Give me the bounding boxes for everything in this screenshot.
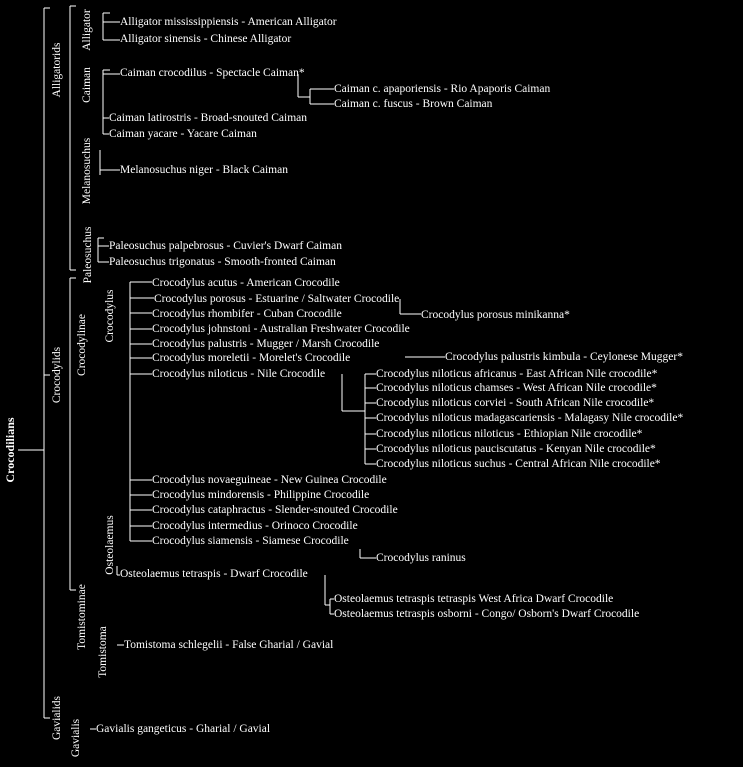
species-label: Crocodylus palustris kimbula - Ceylonese Mugger*: [445, 351, 683, 363]
species-label: Alligator mississippiensis - American Alligator: [120, 16, 337, 28]
species-label: Osteolaemus tetraspis osborni - Congo/ Osborn's Dwarf Crocodile: [334, 608, 640, 620]
species-label: Caiman c. fuscus - Brown Caiman: [334, 98, 493, 110]
species-label: Crocodylus palustris - Mugger / Marsh Crocodile: [152, 338, 380, 350]
species-label: Osteolaemus tetraspis - Dwarf Crocodile: [120, 568, 308, 580]
species-label: Crocodylus niloticus corviei - South African Nile crocodile*: [376, 397, 655, 409]
species-label: Crocodylus novaeguineae - New Guinea Crocodile: [152, 474, 387, 486]
species-label: Crocodylus rhombifer - Cuban Crocodile: [152, 308, 342, 320]
species-label: Crocodylus niloticus pauciscutatus - Kenyan Nile crocodile*: [376, 443, 656, 455]
species-label: Crocodylus mindorensis - Philippine Crocodile: [152, 489, 370, 501]
species-label: Crocodylus niloticus madagascariensis - Malagasy Nile crocodile*: [376, 412, 684, 424]
species-label: Crocodylus niloticus - Nile Crocodile: [152, 368, 326, 380]
species-label: Melanosuchus niger - Black Caiman: [120, 164, 288, 176]
species-label: Crocodylus siamensis - Siamese Crocodile: [152, 535, 349, 547]
species-label: Crocodylus niloticus africanus - East African Nile crocodile*: [376, 368, 658, 380]
species-label: Crocodylus niloticus suchus - Central African Nile crocodile*: [376, 458, 661, 470]
species-label: Crocodylus cataphractus - Slender-snouted Crocodile: [152, 504, 398, 516]
species-label: Paleosuchus palpebrosus - Cuvier's Dwarf Caiman: [109, 240, 342, 252]
species-label: Crocodylus moreletii - Morelet's Crocodile: [152, 352, 351, 364]
clade-tomistoma: Tomistoma: [97, 626, 109, 678]
clade-gavialids: Gavialids: [51, 695, 63, 741]
species-label: Caiman yacare - Yacare Caiman: [109, 128, 257, 140]
clade-caiman: Caiman: [81, 67, 93, 103]
clade-crocodylids: Crocodylids: [51, 346, 63, 404]
species-label: Osteolaemus tetraspis tetraspis West Africa Dwarf Crocodile: [334, 593, 614, 605]
clade-alligator: Alligator: [81, 9, 93, 51]
clade-crocodylus: Crocodylus: [104, 289, 116, 343]
species-label: Crocodylus raninus: [376, 552, 466, 564]
clade-alligatorids: Alligatorids: [51, 42, 63, 98]
species-label: Crocodylus niloticus niloticus - Ethiopian Nile crocodile*: [376, 428, 643, 440]
species-label: Crocodylus niloticus chamses - West African Nile crocodile*: [376, 382, 657, 394]
species-label: Caiman latirostris - Broad-snouted Caiman: [109, 112, 308, 124]
species-label: Caiman c. apaporiensis - Rio Apaporis Caiman: [334, 83, 551, 95]
species-label: Gavialis gangeticus - Gharial / Gavial: [96, 723, 271, 735]
species-label: Tomistoma schlegelii - False Gharial / Gavial: [124, 639, 334, 651]
species-label: Crocodylus porosus - Estuarine / Saltwater Crocodile: [154, 293, 400, 305]
species-label: Paleosuchus trigonatus - Smooth-fronted Caiman: [109, 256, 336, 268]
clade-osteolaemus: Osteolaemus: [104, 515, 116, 575]
clade-crocodylinae: Crocodylinae: [76, 314, 88, 376]
species-label: Crocodylus porosus minikanna*: [421, 309, 570, 321]
clade-tomistominae: Tomistominae: [76, 584, 88, 650]
species-label: Crocodylus intermedius - Orinoco Crocodile: [152, 520, 358, 532]
species-label: Caiman crocodilus - Spectacle Caiman*: [120, 67, 305, 79]
clade-paleosuchus: Paleosuchus: [82, 226, 94, 284]
root-label: Crocodilians: [3, 417, 17, 483]
species-label: Crocodylus acutus - American Crocodile: [152, 277, 340, 289]
clade-gavialis: Gavialis: [70, 718, 82, 758]
species-label: Crocodylus johnstoni - Australian Freshwater Crocodile: [152, 323, 410, 335]
species-label: Alligator sinensis - Chinese Alligator: [120, 33, 292, 45]
clade-melanosuchus: Melanosuchus: [81, 137, 93, 205]
